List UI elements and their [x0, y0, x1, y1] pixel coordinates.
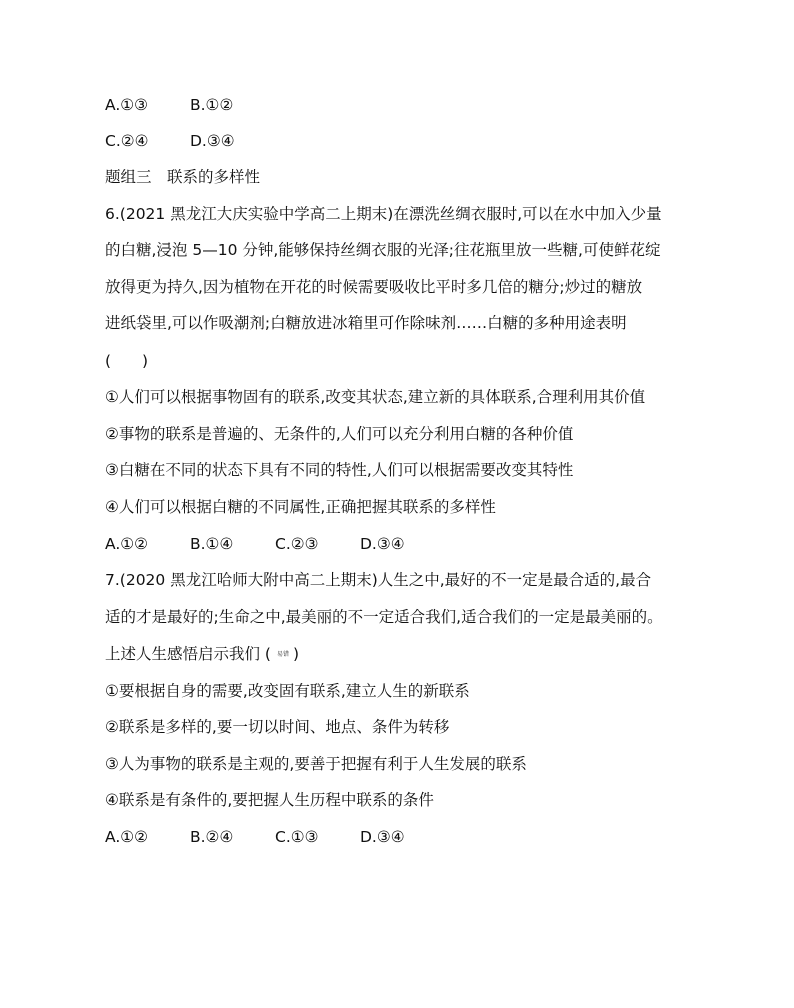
prev-options-row-2	[105, 131, 235, 151]
q6-item-2: ②事物的联系是普遍的、无条件的,人们可以充分利用白糖的各种价值	[105, 425, 574, 443]
option-c: C.②④	[105, 132, 149, 150]
q6-option-c: C.②③	[275, 535, 319, 553]
q7-option-b: B.②④	[190, 828, 234, 846]
q6-stem-line-4: 进纸袋里,可以作吸潮剂;白糖放进冰箱里可作除味剂……白糖的多种用途表明	[105, 314, 627, 332]
q7-item-2: ②联系是多样的,要一切以时间、地点、条件为转移	[105, 718, 450, 736]
q7-stem-line-3	[105, 644, 299, 664]
q7-stem-suffix: )	[293, 645, 300, 663]
error-prone-mark: 易错	[276, 650, 289, 658]
q7-item-4: ④联系是有条件的,要把握人生历程中联系的条件	[105, 791, 434, 809]
q7-option-d: D.③④	[360, 828, 405, 846]
q6-item-3: ③白糖在不同的状态下具有不同的特性,人们可以根据需要改变其特性	[105, 461, 574, 479]
prev-options-row-1	[105, 95, 233, 115]
q7-stem-prefix: 上述人生感悟启示我们 (	[105, 645, 271, 663]
q6-stem-line-3: 放得更为持久,因为植物在开花的时候需要吸收比平时多几倍的糖分;炒过的糖放	[105, 278, 643, 296]
q7-stem-line-1: 7.(2020 黑龙江哈师大附中高二上期末)人生之中,最好的不一定是最合适的,最合	[105, 571, 652, 589]
section-title: 题组三 联系的多样性	[105, 168, 261, 186]
q7-options	[105, 827, 405, 847]
q7-item-3: ③人为事物的联系是主观的,要善于把握有利于人生发展的联系	[105, 755, 527, 773]
option-b: B.①②	[190, 96, 234, 114]
q6-item-4: ④人们可以根据白糖的不同属性,正确把握其联系的多样性	[105, 498, 496, 516]
q6-option-a: A.①②	[105, 535, 149, 553]
option-a: A.①③	[105, 96, 149, 114]
q7-stem-line-2: 适的才是最好的;生命之中,最美丽的不一定适合我们,适合我们的一定是最美丽的。	[105, 608, 663, 626]
q7-option-a: A.①②	[105, 828, 149, 846]
q6-answer-paren: ( )	[105, 352, 149, 370]
q7-item-1: ①要根据自身的需要,改变固有联系,建立人生的新联系	[105, 682, 470, 700]
q6-option-d: D.③④	[360, 535, 405, 553]
option-d: D.③④	[190, 132, 235, 150]
q6-item-1: ①人们可以根据事物固有的联系,改变其状态,建立新的具体联系,合理利用其价值	[105, 388, 646, 406]
q6-options	[105, 534, 405, 554]
q6-option-b: B.①④	[190, 535, 234, 553]
q6-stem-line-2: 的白糖,浸泡 5—10 分钟,能够保持丝绸衣服的光泽;往花瓶里放一些糖,可使鲜花绽	[105, 241, 661, 259]
q6-stem-line-1: 6.(2021 黑龙江大庆实验中学高二上期末)在漂洗丝绸衣服时,可以在水中加入少量	[105, 205, 662, 223]
q7-option-c: C.①③	[275, 828, 319, 846]
